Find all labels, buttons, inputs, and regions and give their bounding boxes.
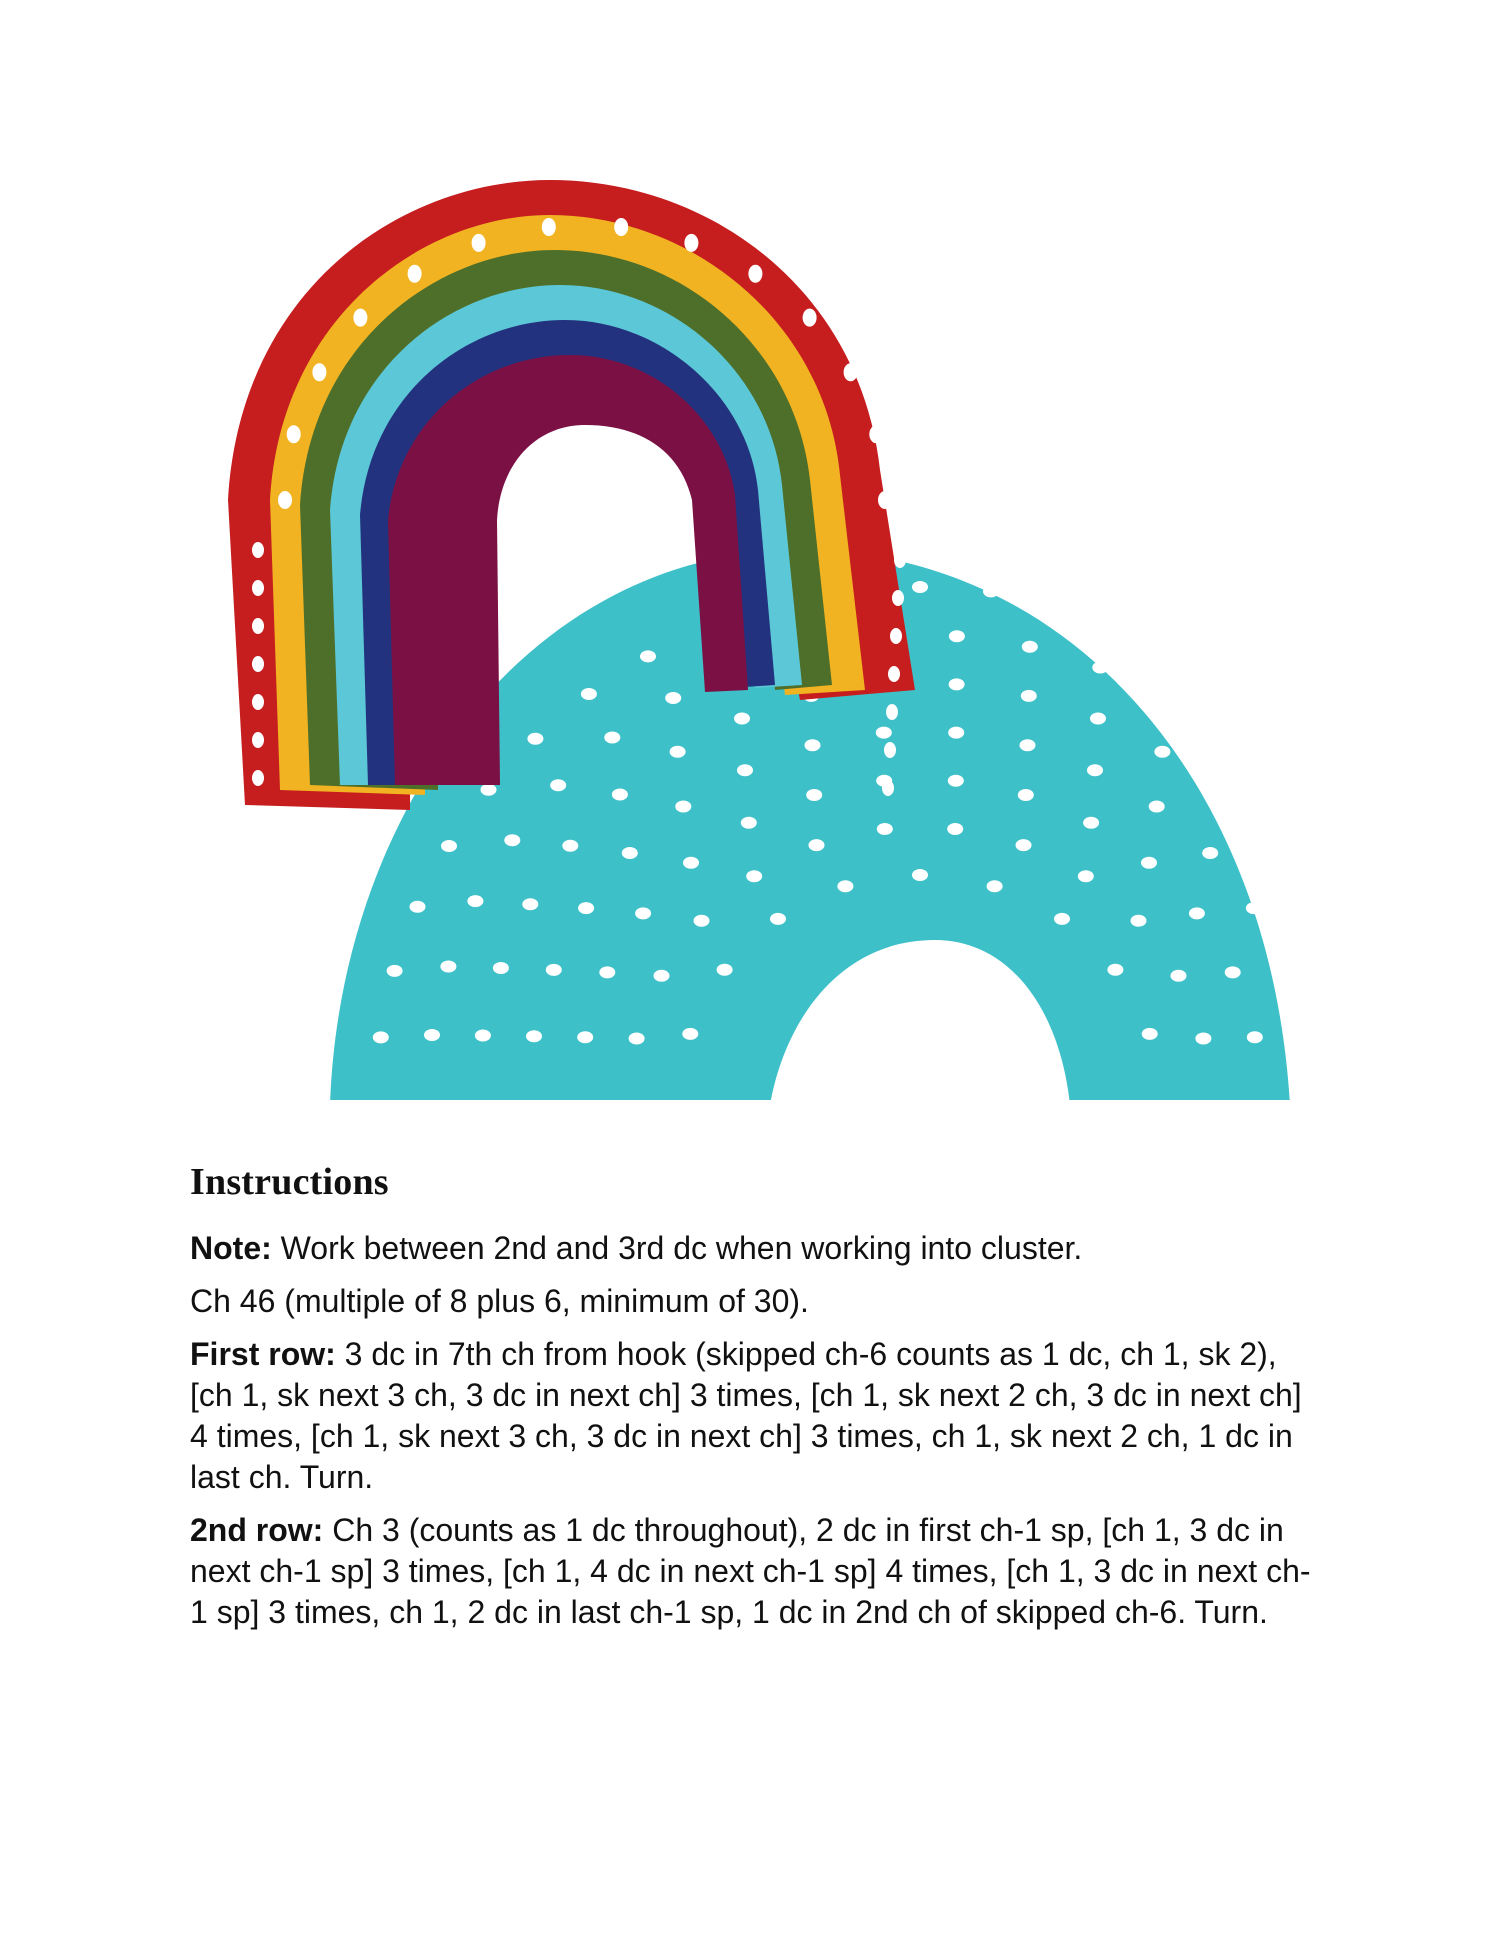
mesh-hole <box>770 913 786 925</box>
mesh-hole <box>440 961 456 973</box>
first-row-text: 3 dc in 7th ch from hook (skipped ch-6 counts as 1 dc, ch 1, sk 2), [ch 1, sk next 3 ch, 3 dc in next ch] 3 times, [ch 1, sk next 2 ch, 3 dc in next ch] 4 times, [ch 1, sk next 3 ch, 3 dc in next ch] 3 times, ch 1, sk next 2 ch, 1 dc in last ch. Turn. <box>190 1336 1302 1495</box>
mesh-hole <box>1189 907 1205 919</box>
first-row-label: First row: <box>190 1336 336 1372</box>
stitch-hole <box>844 363 858 381</box>
crochet-rainbow-figure <box>200 170 1310 1105</box>
mesh-hole <box>1092 662 1108 674</box>
mesh-hole <box>1142 1028 1158 1040</box>
stitch-hole <box>884 742 896 758</box>
mesh-hole <box>1154 746 1170 758</box>
mesh-hole <box>912 581 928 593</box>
mesh-hole <box>912 869 928 881</box>
mesh-hole <box>1159 692 1175 704</box>
mesh-hole <box>805 739 821 751</box>
stitch-hole <box>894 552 906 568</box>
stitch-hole <box>684 234 698 252</box>
instructions-section <box>190 1160 1320 1645</box>
mesh-hole <box>654 970 670 982</box>
mesh-hole <box>694 915 710 927</box>
mesh-hole <box>717 964 733 976</box>
second-row-label: 2nd row: <box>190 1512 324 1548</box>
mesh-hole <box>809 839 825 851</box>
mesh-hole <box>1149 801 1165 813</box>
mesh-hole <box>1225 966 1241 978</box>
mesh-hole <box>1022 641 1038 653</box>
stitch-hole <box>892 590 904 606</box>
mesh-hole <box>983 585 999 597</box>
stitch-hole <box>890 628 902 644</box>
mesh-hole <box>604 732 620 744</box>
mesh-hole <box>806 789 822 801</box>
mesh-hole <box>1195 1033 1211 1045</box>
mesh-hole <box>546 964 562 976</box>
stitch-hole <box>878 491 892 509</box>
mesh-hole <box>1247 1031 1263 1043</box>
mesh-hole <box>1243 688 1259 700</box>
stitch-hole <box>408 265 422 283</box>
note-label: Note: <box>190 1230 272 1266</box>
mesh-hole <box>578 902 594 914</box>
mesh-hole <box>877 823 893 835</box>
mesh-hole <box>1171 970 1187 982</box>
mesh-hole <box>948 727 964 739</box>
mesh-hole <box>493 962 509 974</box>
mesh-hole <box>837 880 853 892</box>
first-row-paragraph <box>190 1334 1320 1498</box>
mesh-hole <box>1274 779 1290 791</box>
mesh-hole <box>526 1030 542 1042</box>
stitch-hole <box>252 542 264 558</box>
mesh-hole <box>1141 857 1157 869</box>
mesh-hole <box>675 801 691 813</box>
stitch-hole <box>252 656 264 672</box>
mesh-hole <box>683 857 699 869</box>
stitch-hole <box>803 309 817 327</box>
stitch-hole <box>252 694 264 710</box>
stitch-hole <box>886 704 898 720</box>
mesh-hole <box>1078 870 1094 882</box>
mesh-hole <box>629 1033 645 1045</box>
mesh-hole <box>424 1029 440 1041</box>
mesh-hole <box>1131 915 1147 927</box>
mesh-hole <box>1184 650 1200 662</box>
stitch-hole <box>312 363 326 381</box>
mesh-hole <box>1090 713 1106 725</box>
mesh-hole <box>1087 764 1103 776</box>
mesh-hole <box>550 779 566 791</box>
mesh-hole <box>441 840 457 852</box>
mesh-hole <box>599 966 615 978</box>
note-text: Work between 2nd and 3rd dc when working into cluster. <box>271 1230 1083 1266</box>
chain-paragraph <box>190 1281 1320 1322</box>
mesh-hole <box>527 733 543 745</box>
mesh-hole <box>682 1028 698 1040</box>
mesh-hole <box>622 847 638 859</box>
mesh-hole <box>670 746 686 758</box>
mesh-hole <box>1018 789 1034 801</box>
mesh-hole <box>1212 789 1228 801</box>
mesh-hole <box>1083 817 1099 829</box>
mesh-hole <box>475 1030 491 1042</box>
mesh-hole <box>1054 913 1070 925</box>
mesh-hole <box>640 650 656 662</box>
crochet-rainbow-illustration <box>200 170 1310 1105</box>
mesh-hole <box>410 901 426 913</box>
stitch-hole <box>472 234 486 252</box>
mesh-hole <box>1016 839 1032 851</box>
mesh-hole <box>737 764 753 776</box>
mesh-hole <box>1246 902 1262 914</box>
mesh-hole <box>387 965 403 977</box>
mesh-hole <box>1262 840 1278 852</box>
mesh-hole <box>665 692 681 704</box>
second-row-paragraph <box>190 1510 1320 1633</box>
mesh-hole <box>522 898 538 910</box>
stitch-hole <box>287 425 301 443</box>
mesh-hole <box>373 1031 389 1043</box>
chain-text: Ch 46 (multiple of 8 plus 6, minimum of 30). <box>190 1283 809 1319</box>
mesh-hole <box>1107 964 1123 976</box>
mesh-hole <box>504 834 520 846</box>
mesh-hole <box>734 713 750 725</box>
mesh-hole <box>467 895 483 907</box>
mesh-hole <box>1220 732 1236 744</box>
mesh-hole <box>1120 620 1136 632</box>
mesh-hole <box>876 727 892 739</box>
mesh-hole <box>1021 690 1037 702</box>
stitch-hole <box>748 265 762 283</box>
mesh-hole <box>577 1031 593 1043</box>
instructions-heading: Instructions <box>190 1161 389 1203</box>
stitch-hole <box>353 309 367 327</box>
mesh-hole <box>741 817 757 829</box>
stitch-hole <box>252 770 264 786</box>
mesh-hole <box>1020 739 1036 751</box>
mesh-hole <box>947 823 963 835</box>
stitch-hole <box>614 218 628 236</box>
mesh-hole <box>562 840 578 852</box>
stitch-hole <box>882 780 894 796</box>
mesh-hole <box>746 870 762 882</box>
stitch-hole <box>252 732 264 748</box>
mesh-hole <box>949 678 965 690</box>
stitch-hole <box>278 491 292 509</box>
mesh-hole <box>635 907 651 919</box>
stitch-hole <box>252 618 264 634</box>
stitch-hole <box>252 580 264 596</box>
mesh-hole <box>949 630 965 642</box>
mesh-hole <box>1053 599 1069 611</box>
note-paragraph <box>190 1228 1320 1269</box>
mesh-hole <box>1202 847 1218 859</box>
stitch-hole <box>888 666 900 682</box>
second-row-text: Ch 3 (counts as 1 dc throughout), 2 dc in first ch-1 sp, [ch 1, 3 dc in next ch-1 sp] 3 times, [ch 1, 4 dc in next ch-1 sp] 4 times, [ch 1, 3 dc in next ch-1 sp] 3 times, ch 1, 2 dc in last ch-1 sp, 1 dc in 2nd ch of skipped ch-6. Turn. <box>190 1512 1311 1630</box>
mesh-hole <box>987 880 1003 892</box>
mesh-hole <box>948 775 964 787</box>
mesh-hole <box>612 789 628 801</box>
stitch-hole <box>869 425 883 443</box>
mesh-hole <box>481 784 497 796</box>
mesh-hole <box>581 688 597 700</box>
stitch-hole <box>542 218 556 236</box>
